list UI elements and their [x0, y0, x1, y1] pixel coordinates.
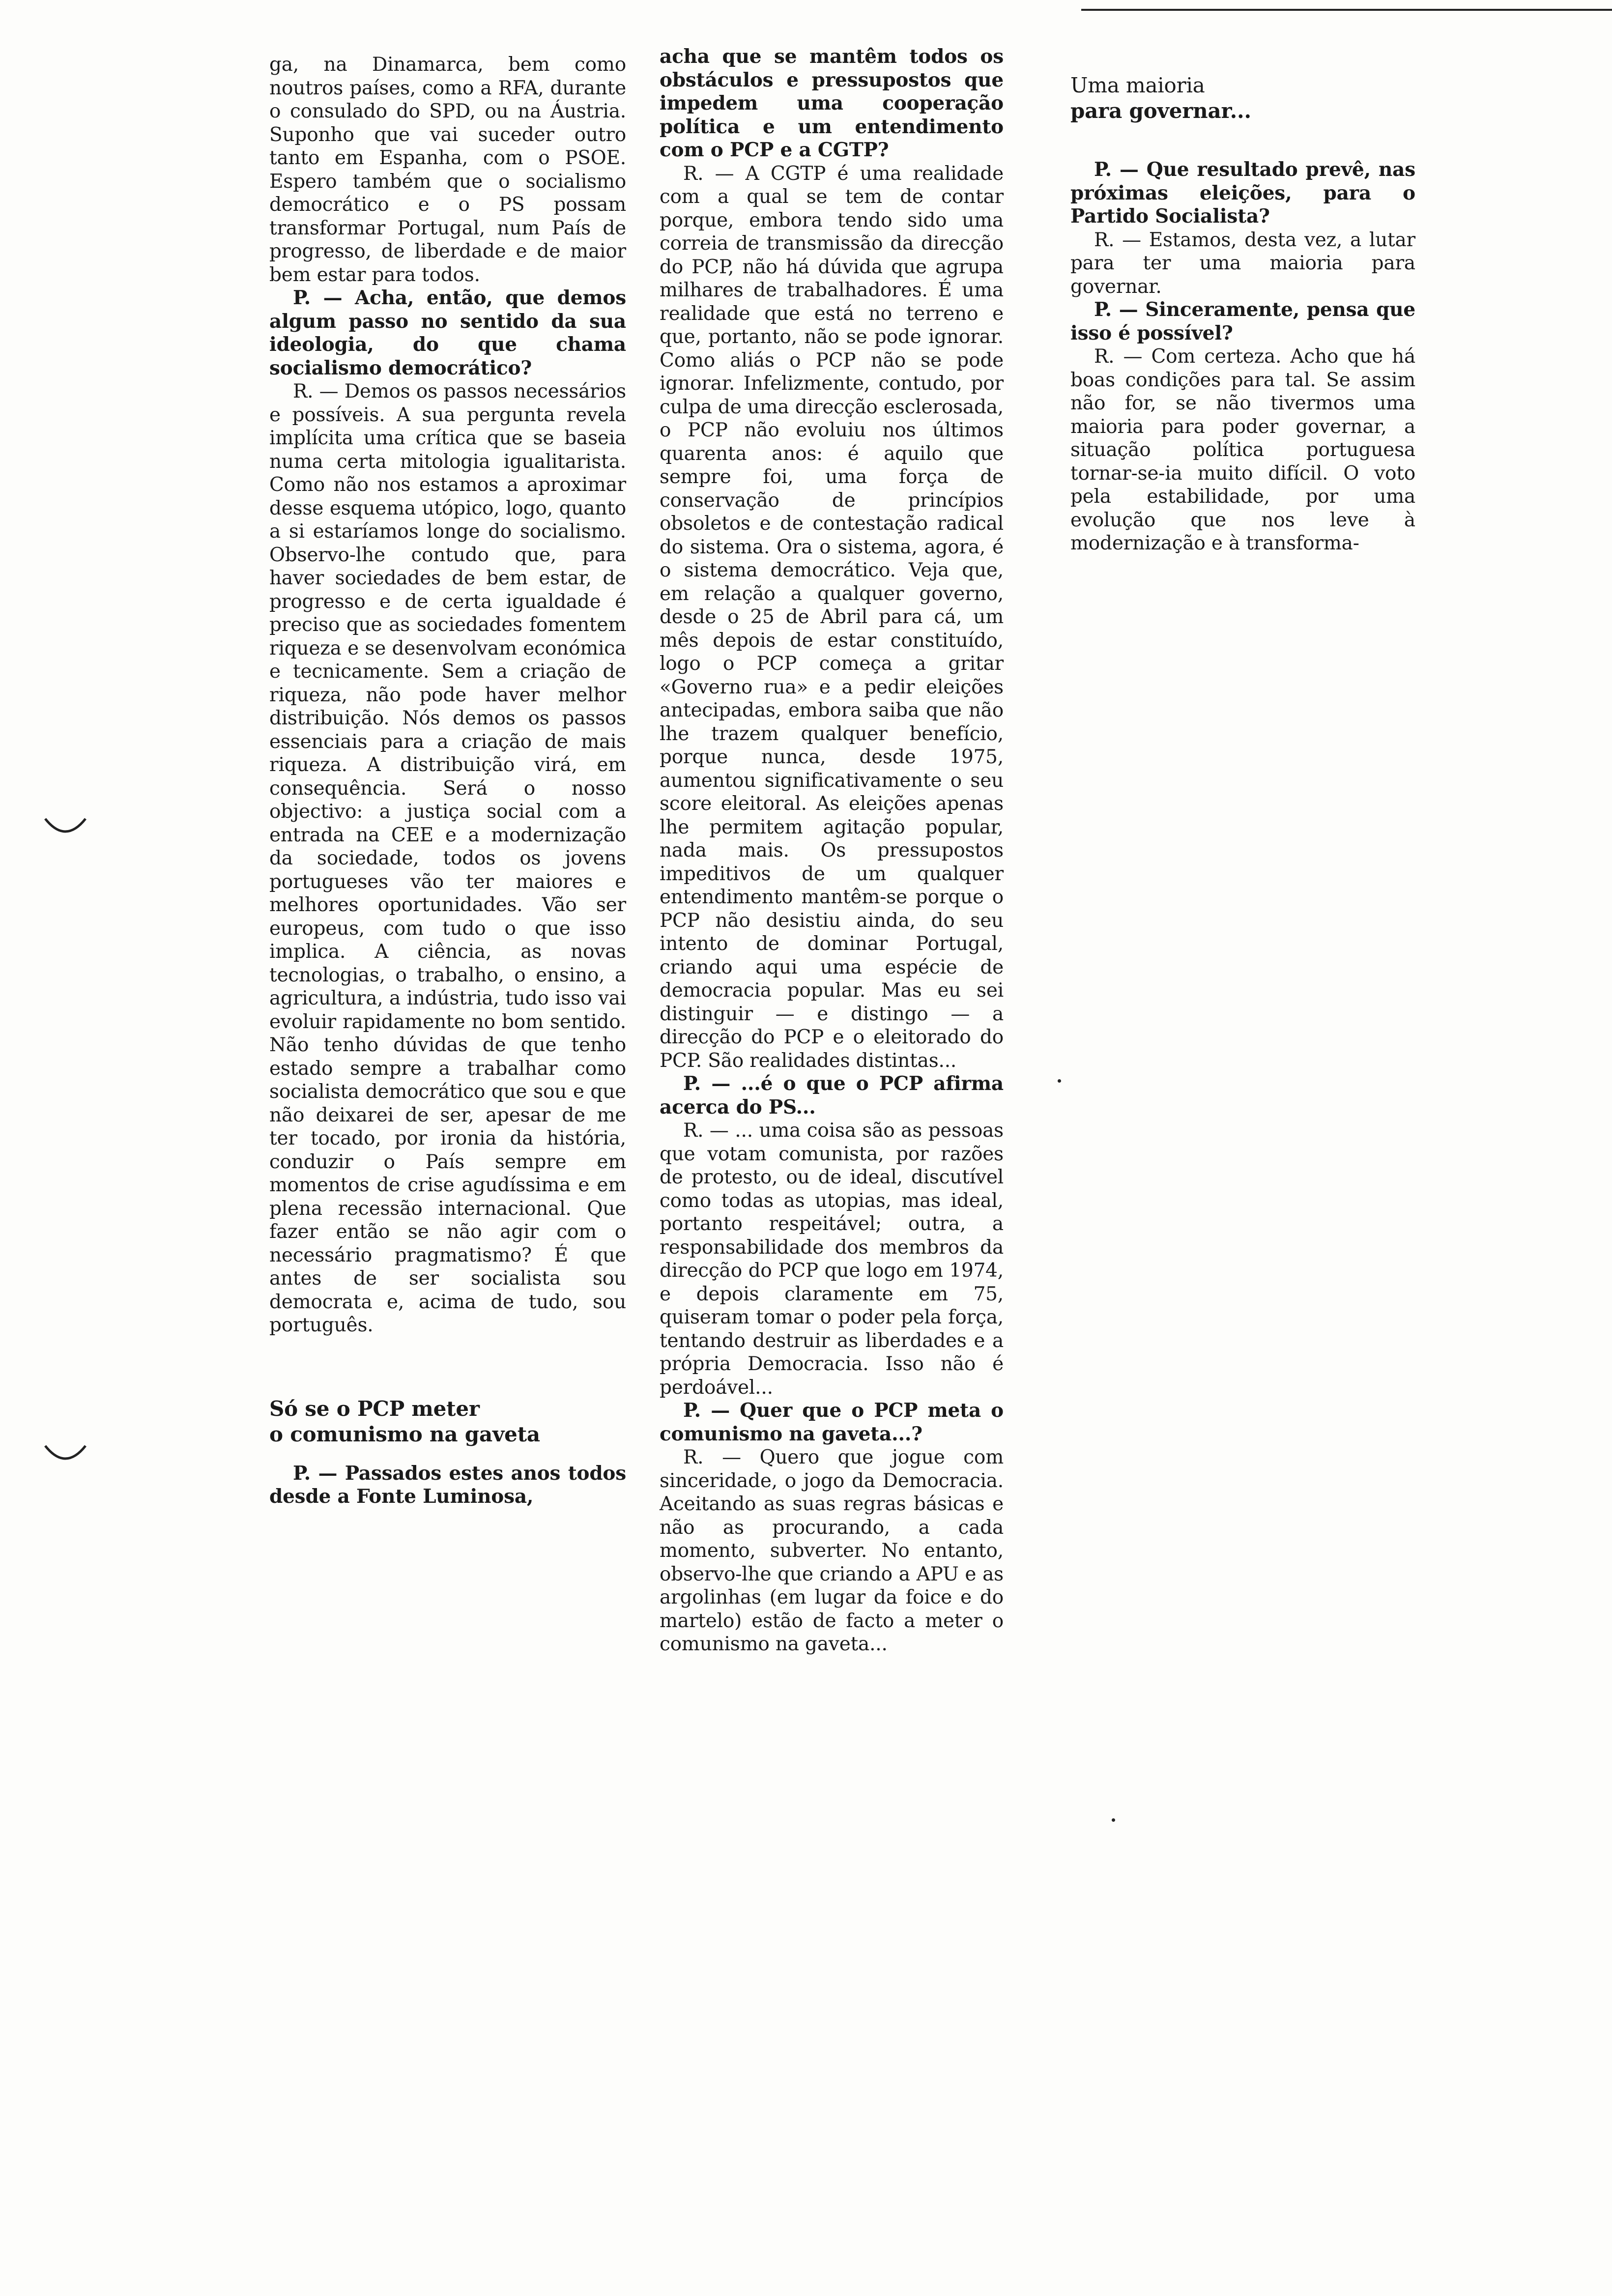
question: P. — ...é o que o PCP afirma acerca do PS...: [660, 1072, 1004, 1119]
section-heading: [1070, 73, 1415, 124]
article-column-3: [1070, 73, 1415, 555]
section-heading-line: o comunismo na gaveta: [269, 1422, 540, 1446]
top-rule: [1081, 9, 1612, 11]
question-continued: acha que se mantêm todos os obstáculos e pressupostos que impedem uma cooperação política e um entendimento com o PCP e a CGTP?: [660, 45, 1004, 161]
answer: R. — Demos os passos necessários e possíveis. A sua pergunta revela implícita uma crítica que se baseia numa certa mitologia igualitarista. Como não nos estamos a aproximar desse esquema utópico, logo, quanto a si estaríamos longe do socialismo. Observo-lhe contudo que, para haver sociedades de bem estar, de progresso e de certa igualdade é preciso que as sociedades fomentem riqueza e se desenvolvam económica e tecnicamente. Sem a criação de riqueza, não pode haver melhor distribuição. Nós demos os passos essenciais para a criação de mais riqueza. A distribuição virá, em consequência. Será o nosso objectivo: a justiça social com a entrada na CEE e a modernização da sociedade, todos os jovens portugueses vão ter maiores e melhores oportunidades. Vão ser europeus, com tudo o que isso implica. A ciência, as novas tecnologias, o trabalho, o ensino, a agricultura, a indústria, tudo isso vai evoluir rapidamente no bom sentido. Não tenho dúvidas de que tenho estado sempre a trabalhar como socialista democrático que sou e que não deixarei de ser, apesar de me ter tocado, por ironia da história, conduzir o País sempre em momentos de crise agudíssima e em plena recessão internacional. Que fazer então se não agir com o necessário pragmatismo? É que antes de ser socialista sou democrata e, acima de tudo, sou português.: [269, 380, 626, 1336]
article-column-1: [269, 53, 626, 1509]
question: P. — Sinceramente, pensa que isso é possível?: [1070, 298, 1415, 344]
question: P. — Passados estes anos todos desde a Fonte Luminosa,: [269, 1462, 626, 1508]
punch-hole-mark: [43, 816, 87, 835]
speck: [1058, 1079, 1061, 1083]
article-column-2: [660, 45, 1004, 1656]
section-heading-line: para governar...: [1070, 99, 1251, 123]
question: P. — Quer que o PCP meta o comunismo na gaveta...?: [660, 1399, 1004, 1445]
section-heading-line: Uma maioria: [1070, 73, 1205, 97]
answer: R. — ... uma coisa são as pessoas que votam comunista, por razões de protesto, ou de ideal, discutível como todas as utopias, mas ideal, portanto respeitável; outra, a responsabilidade dos membros da direcção do PCP que logo em 1974, e depois claramente em 75, quiseram tomar o poder pela força, tentando destruir as liberdades e a própria Democracia. Isso não é perdoável...: [660, 1119, 1004, 1399]
question: P. — Acha, então, que demos algum passo no sentido da sua ideologia, do que chama socialismo democrático?: [269, 287, 626, 379]
answer: R. — Estamos, desta vez, a lutar para ter uma maioria para governar.: [1070, 229, 1415, 298]
section-heading-line: Só se o PCP meter: [269, 1396, 480, 1421]
answer: R. — Com certeza. Acho que há boas condições para tal. Se assim não for, se não tivermos uma maioria para poder governar, a situação política portuguesa tornar-se-ia muito difícil. O voto pela estabilidade, por uma evolução que nos leve à modernização e à transforma-: [1070, 345, 1415, 554]
speck: [1112, 1818, 1115, 1822]
punch-hole-mark: [43, 1443, 87, 1463]
question: P. — Que resultado prevê, nas próximas eleições, para o Partido Socialista?: [1070, 158, 1415, 228]
section-heading: [269, 1396, 626, 1447]
answer: R. — Quero que jogue com sinceridade, o jogo da Democracia. Aceitando as suas regras básicas e não as procurando, a cada momento, subverter. No entanto, observo-lhe que criando a APU e as argolinhas (em lugar da foice e do martelo) estão de facto a meter o comunismo na gaveta...: [660, 1446, 1004, 1655]
paragraph: ga, na Dinamarca, bem como noutros países, como a RFA, durante o consulado do SPD, ou na Áustria. Suponho que vai suceder outro tanto em Espanha, com o PSOE. Espero também que o socialismo democrático e o PS possam transformar Portugal, num País de progresso, de liberdade e de maior bem estar para todos.: [269, 54, 626, 286]
answer: R. — A CGTP é uma realidade com a qual se tem de contar porque, embora tendo sido uma correia de transmissão da direcção do PCP, não há dúvida que agrupa milhares de trabalhadores. É uma realidade que está no terreno e que, portanto, não se pode ignorar. Como aliás o PCP não se pode ignorar. Infelizmente, contudo, por culpa de uma direcção esclerosada, o PCP não evoluiu nos últimos quarenta anos: é aquilo que sempre foi, uma força de conservação de princípios obsoletos e de contestação radical do sistema. Ora o sistema, agora, é o sistema democrático. Veja que, em relação a qualquer governo, desde o 25 de Abril para cá, um mês depois de estar constituído, logo o PCP começa a gritar «Governo rua» e a pedir eleições antecipadas, embora saiba que não lhe trazem qualquer benefício, porque nunca, desde 1975, aumentou significativamente o seu score eleitoral. As eleições apenas lhe permitem agitação popular, nada mais. Os pressupostos impeditivos de um qualquer entendimento mantêm-se porque o PCP não desistiu ainda, do seu intento de dominar Portugal, criando aqui uma espécie de democracia popular. Mas eu sei distinguir — e distingo — a direcção do PCP e o eleitorado do PCP. São realidades distintas...: [660, 162, 1004, 1072]
